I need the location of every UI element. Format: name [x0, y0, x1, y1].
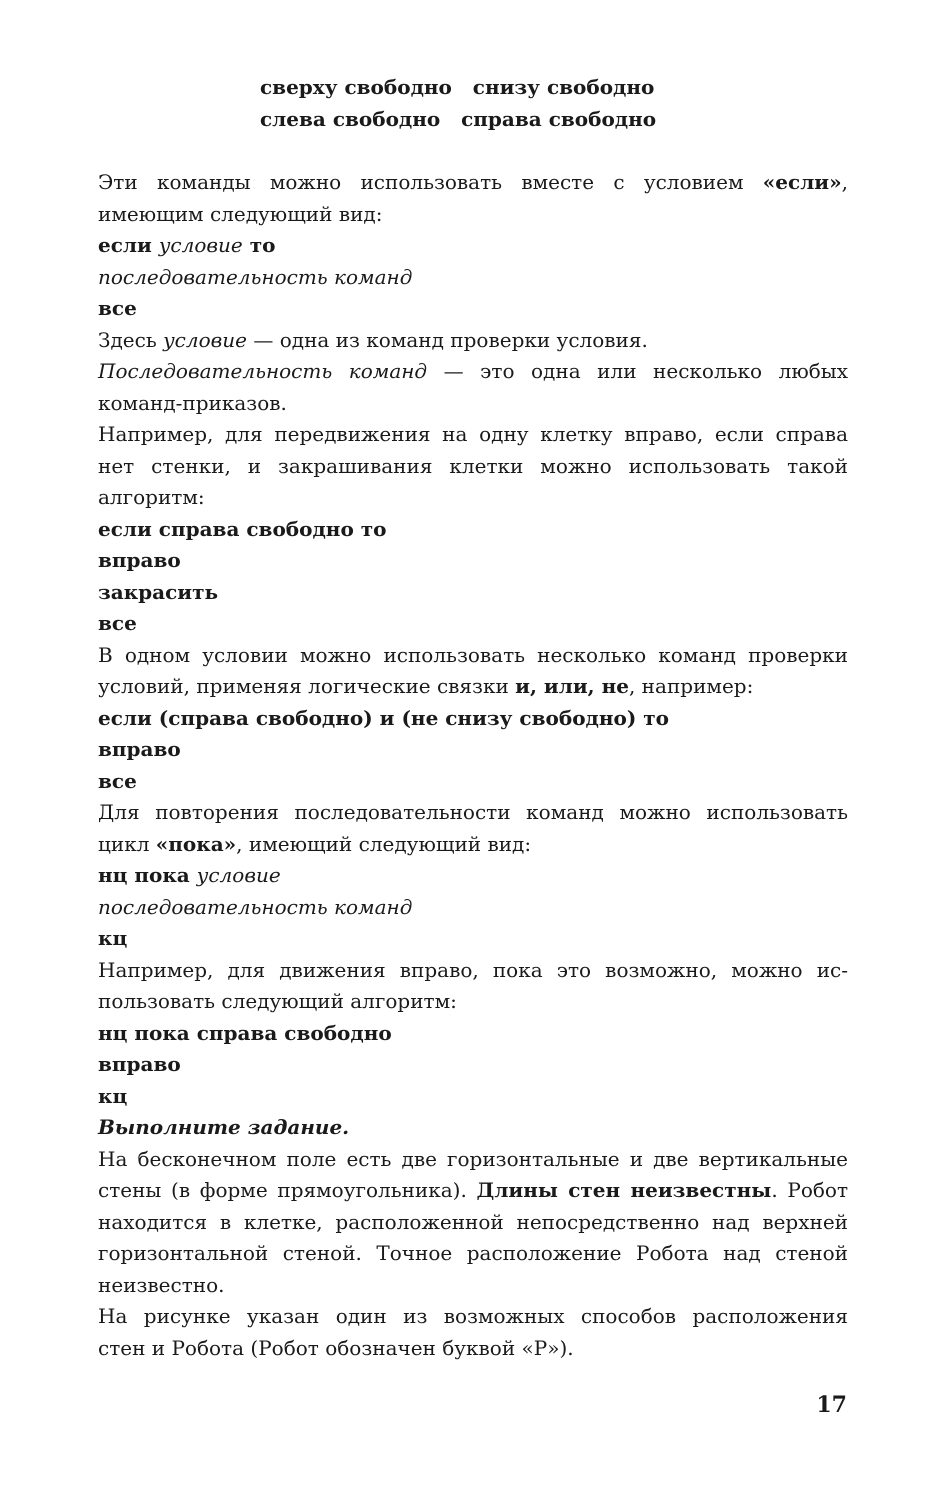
text-run: ,: [841, 170, 848, 194]
placeholder-condition: условие: [158, 233, 243, 257]
code-line: вправо: [98, 1052, 181, 1076]
text-line: алгоритм:: [98, 485, 205, 509]
keyword-esli: «если»: [762, 170, 842, 194]
paragraph-condition-def: [98, 325, 848, 357]
condition-row-2: слева свободно справа свободно: [260, 106, 657, 131]
text-run: , например:: [628, 674, 754, 698]
text-line: имеющим следующий вид:: [98, 201, 383, 226]
text-line: [98, 1175, 848, 1207]
text-line: Например, для движения вправо, пока это возможно, можно ис-: [98, 957, 848, 982]
code-line: [98, 230, 848, 262]
paragraph-if-intro: [98, 167, 848, 230]
keyword-loop: нц пока: [98, 863, 197, 887]
text-line: [98, 167, 848, 199]
if-syntax: [98, 230, 848, 325]
code-line: кц: [98, 1083, 128, 1108]
keyword-if: если: [98, 233, 159, 257]
text-run: — одна из команд проверки условия.: [247, 327, 648, 352]
loop-syntax: [98, 860, 848, 955]
code-line: все: [98, 611, 137, 635]
keyword-loop-end: кц: [98, 926, 128, 950]
logic-keywords: и, или, не: [515, 674, 629, 698]
text-line: [98, 829, 848, 861]
code-block-logic: [98, 703, 848, 798]
keyword-end: все: [98, 296, 137, 320]
paragraph-logic: [98, 640, 848, 703]
text-line: [98, 356, 848, 388]
text-run: Здесь: [98, 327, 164, 352]
text-line: стен и Робота (Робот обозначен буквой «Р»).: [98, 1335, 574, 1360]
text-line: находится в клетке, расположенной непосредственно над верхней: [98, 1209, 848, 1234]
term-sequence: Последовательность команд: [98, 359, 428, 383]
page-content: [98, 72, 848, 1364]
text-line: команд-приказов.: [98, 390, 287, 415]
emphasis-wall-length: Длины стен неизвестны: [476, 1178, 772, 1202]
text-run: Эти команды можно использовать вместе с условием: [98, 170, 763, 194]
text-line: [98, 671, 848, 703]
code-line: если (справа свободно) и (не снизу свободно) то: [98, 705, 669, 730]
placeholder-condition: условие: [196, 863, 281, 887]
keyword-poka: «пока»: [155, 831, 237, 856]
code-line: вправо: [98, 548, 181, 572]
code-line: если справа свободно то: [98, 516, 387, 541]
text-run: стены (в форме прямоугольника).: [98, 1178, 477, 1202]
text-line: В одном условии можно использовать несколько команд проверки: [98, 642, 848, 667]
code-line: [98, 860, 848, 892]
code-line: вправо: [98, 737, 181, 761]
code-line: все: [98, 768, 137, 793]
term-condition: условие: [163, 327, 247, 352]
paragraph-task: [98, 1144, 848, 1302]
text-line: Например, для передвижения на одну клетку вправо, если справа: [98, 422, 848, 446]
text-run: цикл: [98, 831, 156, 856]
text-line: Для повторения последовательности команд можно использовать: [98, 800, 848, 824]
code-block-if: [98, 514, 848, 640]
paragraph-sequence-def: [98, 356, 848, 419]
text-line: нет стенки, и закрашивания клетки можно использовать такой: [98, 453, 848, 478]
page-number: 17: [816, 1392, 847, 1418]
text-run: , имеющий следующий вид:: [236, 831, 532, 856]
paragraph-example-if: [98, 419, 848, 514]
text-line: На бесконечном поле есть две горизонтальные и две вертикальные: [98, 1146, 848, 1171]
code-line: нц пока справа свободно: [98, 1020, 392, 1045]
text-run: — это одна или несколько любых: [427, 359, 848, 383]
paragraph-figure-ref: [98, 1301, 848, 1364]
code-line: закрасить: [98, 579, 219, 604]
condition-commands: [260, 72, 848, 135]
condition-row-1: сверху свободно снизу свободно: [260, 75, 655, 99]
text-run: условий, применяя логические связки: [98, 674, 516, 698]
text-line: неизвестно.: [98, 1272, 225, 1297]
text-run: . Робот: [771, 1178, 849, 1202]
spacer: [98, 135, 848, 167]
placeholder-sequence: последовательность команд: [98, 894, 413, 919]
text-line: пользовать следующий алгоритм:: [98, 989, 457, 1013]
text-line: На рисунке указан один из возможных способов расположения: [98, 1304, 848, 1328]
placeholder-sequence: последовательность команд: [98, 264, 413, 289]
paragraph-loop-intro: [98, 797, 848, 860]
task-heading: Выполните задание.: [98, 1115, 350, 1139]
text-line: горизонтальной стеной. Точное расположение Робота над стеной: [98, 1241, 848, 1265]
code-block-loop: [98, 1018, 848, 1113]
keyword-then: то: [242, 233, 276, 257]
paragraph-example-loop: [98, 955, 848, 1018]
